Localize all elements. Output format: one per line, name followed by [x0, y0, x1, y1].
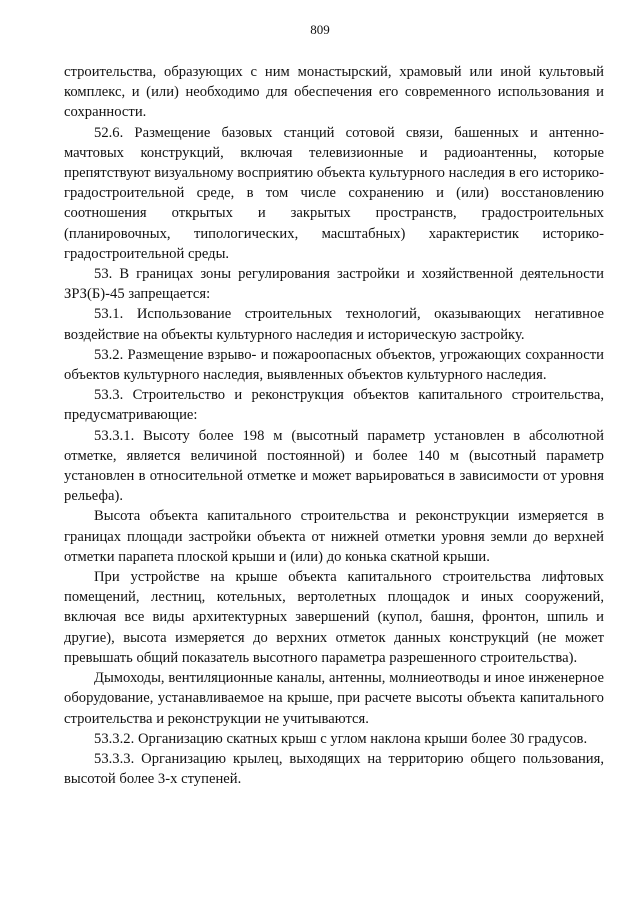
paragraph-53-3-2: 53.3.2. Организацию скатных крыш с углом наклона крыши более 30 градусов.: [94, 730, 588, 747]
page-number: 809: [310, 22, 330, 37]
paragraph-52-6: 52.6. Размещение базовых станций сотовой связи, башенных и антенно-мачтовых конструкций, включая телевизионные и радиоантенны, которые препятствуют визуальному восприятию объекта культурного наследия в его историко-градостроительной среде, в том числе сохранению и (или) восстановлению соотношения открытых и закрытых пространств, градостроительных (планировочных, типологических, масштабных) характеристик историко-градостроительной среды.: [64, 124, 604, 262]
document-body: [64, 62, 604, 789]
paragraph-53-3-1: 53.3.1. Высоту более 198 м (высотный параметр установлен в абсолютной отметке, является величиной постоянной) и более 140 м (высотный параметр установлен в относительной отметке и может варьироваться в зависимости от уровня рельефа).: [64, 427, 604, 505]
paragraph-roof-structures: При устройстве на крыше объекта капитального строительства лифтовых помещений, лестниц, котельных, вертолетных площадок и иных сооружений, включая все виды архитектурных завершений (купол, башня, фронтон, шпиль и другие), высота измеряется до верхних отметок данных конструкций (не может превышать общий показатель высотного параметра разрешенного строительства).: [64, 569, 604, 666]
paragraph-chimneys: Дымоходы, вентиляционные каналы, антенны, молниеотводы и иное инженерное оборудование, устанавливаемое на крыше, при расчете высоты объекта капитального строительства и реконструкции не учитываются.: [64, 670, 604, 727]
paragraph-continuation: строительства, образующих с ним монастырский, храмовый или иной культовый комплекс, и (или) необходимо для обеспечения его современного использования и сохранности.: [64, 64, 604, 121]
paragraph-height-measurement: Высота объекта капитального строительства и реконструкции измеряется в границах площади застройки объекта от нижней отметки уровня земли до верхней отметки парапета плоской крыши и (или) до конька скатной крыши.: [64, 508, 604, 565]
paragraph-53-2: 53.2. Размещение взрыво- и пожароопасных объектов, угрожающих сохранности объектов культурного наследия, выявленных объектов культурного наследия.: [64, 346, 604, 384]
paragraph-53-3-3: 53.3.3. Организацию крылец, выходящих на территорию общего пользования, высотой более 3-х ступеней.: [64, 750, 604, 788]
paragraph-53-3: 53.3. Строительство и реконструкция объектов капитального строительства, предусматривающие:: [64, 387, 604, 424]
paragraph-53: 53. В границах зоны регулирования застройки и хозяйственной деятельности ЗРЗ(Б)-45 запрещается:: [64, 266, 604, 303]
paragraph-53-1: 53.1. Использование строительных технологий, оказывающих негативное воздействие на объекты культурного наследия и историческую застройку.: [64, 306, 604, 343]
